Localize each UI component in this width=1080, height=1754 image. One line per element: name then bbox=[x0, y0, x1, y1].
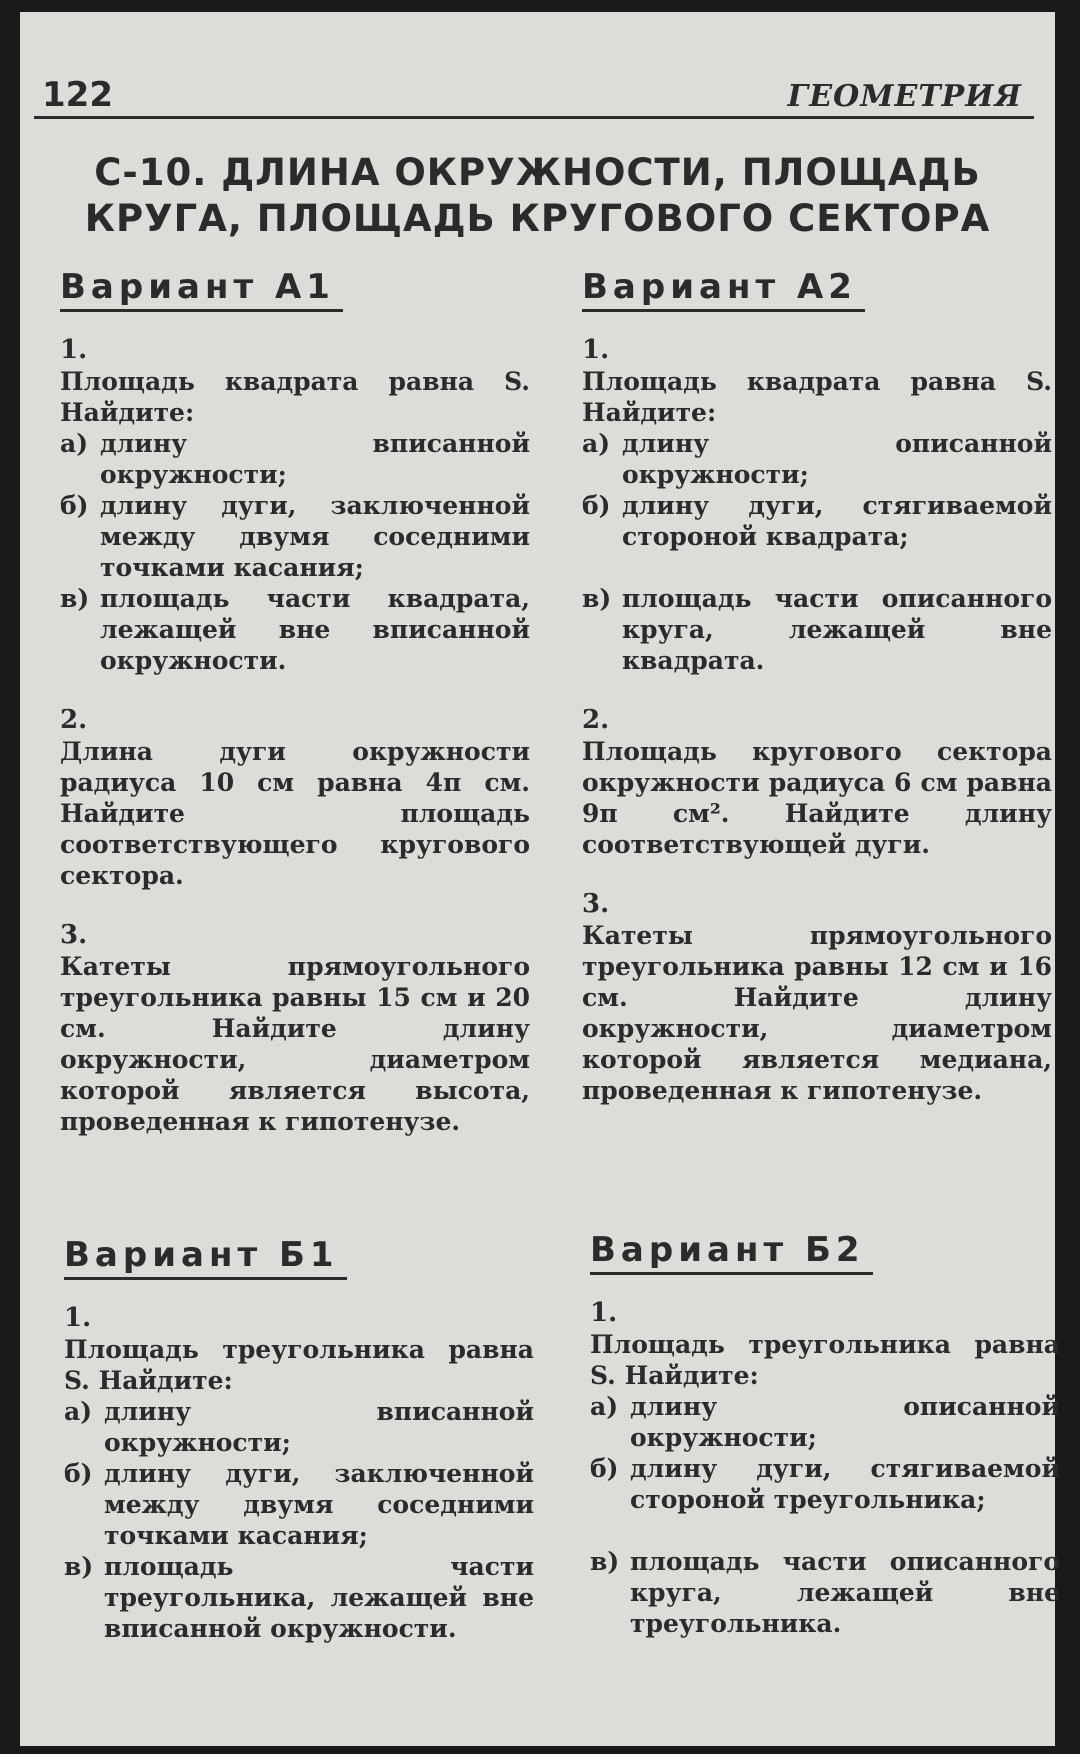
variant-b1 bbox=[64, 1235, 534, 1644]
subtask-text: длину вписанной окружности; bbox=[100, 429, 530, 489]
task bbox=[60, 919, 530, 1137]
subtask-letter: в) bbox=[64, 1552, 94, 1581]
variant-a1 bbox=[60, 267, 530, 1137]
task-text: Площадь кругового сектора окружности радиуса 6 см равна 9π см². Найдите длину соответствующей дуги. bbox=[582, 737, 1052, 859]
variant-b2-title: Вариант Б2 bbox=[590, 1230, 873, 1275]
subtask bbox=[64, 1396, 534, 1458]
subtask bbox=[60, 490, 530, 583]
subtask-text: длину дуги, стягиваемой стороной квадрата; bbox=[622, 491, 1052, 551]
subtask-letter: в) bbox=[590, 1547, 620, 1576]
title-line-2: КРУГА, ПЛОЩАДЬ КРУГОВОГО СЕКТОРА bbox=[84, 197, 991, 240]
subtask bbox=[60, 428, 530, 490]
task bbox=[582, 334, 1052, 676]
variant-a2 bbox=[582, 267, 1052, 1106]
book-page bbox=[20, 12, 1060, 1746]
subtask-text: площадь части квадрата, лежащей вне вписанной окружности. bbox=[100, 584, 530, 675]
task-text: Катеты прямоугольного треугольника равны 12 см и 16 см. Найдите длину окружности, диаметром которой является медиана, проведенная к гипотенузе. bbox=[582, 921, 1052, 1105]
subtask-text: длину дуги, заключенной между двумя соседними точками касания; bbox=[104, 1459, 534, 1550]
subtask-letter: б) bbox=[60, 491, 89, 520]
task-text: Катеты прямоугольного треугольника равны 15 см и 20 см. Найдите длину окружности, диаметром которой является высота, проведенная к гипотенузе. bbox=[60, 952, 530, 1136]
variant-b1-title: Вариант Б1 bbox=[64, 1235, 347, 1280]
subtask-text: площадь части описанного круга, лежащей вне квадрата. bbox=[622, 584, 1052, 675]
page-number: 122 bbox=[42, 75, 113, 115]
task-number: 1. bbox=[64, 1303, 92, 1333]
page-header bbox=[42, 67, 1042, 117]
subtask bbox=[60, 583, 530, 676]
subtask-text: длину дуги, заключенной между двумя соседними точками касания; bbox=[100, 491, 530, 582]
task-number: 2. bbox=[60, 705, 88, 735]
task-text: Длина дуги окружности радиуса 10 см равна 4π см. Найдите площадь соответствующего кругового сектора. bbox=[60, 737, 530, 890]
subtask bbox=[582, 490, 1052, 552]
task-number: 3. bbox=[60, 920, 88, 950]
subtask bbox=[64, 1458, 534, 1551]
task-number: 1. bbox=[590, 1298, 618, 1328]
subtask-letter: б) bbox=[64, 1459, 93, 1488]
subtask-letter: б) bbox=[590, 1454, 619, 1483]
subtask-text: площадь части описанного круга, лежащей вне треугольника. bbox=[630, 1547, 1060, 1638]
subtask-text: площадь части треугольника, лежащей вне вписанной окружности. bbox=[104, 1552, 534, 1643]
task-text: Площадь квадрата равна S. Найдите: bbox=[60, 367, 530, 427]
subtask bbox=[590, 1546, 1060, 1639]
task bbox=[60, 334, 530, 676]
title-line-1: С-10. ДЛИНА ОКРУЖНОСТИ, ПЛОЩАДЬ bbox=[94, 151, 981, 194]
task-number: 1. bbox=[582, 335, 610, 365]
variant-a1-title: Вариант А1 bbox=[60, 267, 343, 312]
subtask-text: длину вписанной окружности; bbox=[104, 1397, 534, 1457]
task-text: Площадь квадрата равна S. Найдите: bbox=[582, 367, 1052, 427]
subtask bbox=[590, 1453, 1060, 1515]
task bbox=[60, 704, 530, 891]
subtask-text: длину описанной окружности; bbox=[622, 429, 1052, 489]
subtask-letter: а) bbox=[60, 429, 89, 458]
task-number: 1. bbox=[60, 335, 88, 365]
subtask-letter: в) bbox=[60, 584, 90, 613]
subtask-text: длину описанной окружности; bbox=[630, 1392, 1060, 1452]
task bbox=[582, 888, 1052, 1106]
running-head: ГЕОМЕТРИЯ bbox=[787, 79, 1022, 114]
variant-b2 bbox=[590, 1230, 1060, 1639]
subtask-letter: а) bbox=[590, 1392, 619, 1421]
subtask bbox=[590, 1391, 1060, 1453]
page-title bbox=[20, 150, 1055, 242]
task bbox=[64, 1302, 534, 1644]
subtask bbox=[64, 1551, 534, 1644]
task bbox=[590, 1297, 1060, 1639]
subtask-letter: а) bbox=[582, 429, 611, 458]
subtask-letter: в) bbox=[582, 584, 612, 613]
task-text: Площадь треугольника равна S. Найдите: bbox=[64, 1335, 534, 1395]
task-number: 2. bbox=[582, 705, 610, 735]
task bbox=[582, 704, 1052, 860]
variant-a2-title: Вариант А2 bbox=[582, 267, 865, 312]
header-rule bbox=[34, 116, 1034, 119]
subtask bbox=[582, 583, 1052, 676]
task-text: Площадь треугольника равна S. Найдите: bbox=[590, 1330, 1060, 1390]
subtask-letter: б) bbox=[582, 491, 611, 520]
task-number: 3. bbox=[582, 889, 610, 919]
subtask bbox=[582, 428, 1052, 490]
subtask-text: длину дуги, стягиваемой стороной треугольника; bbox=[630, 1454, 1060, 1514]
subtask-letter: а) bbox=[64, 1397, 93, 1426]
